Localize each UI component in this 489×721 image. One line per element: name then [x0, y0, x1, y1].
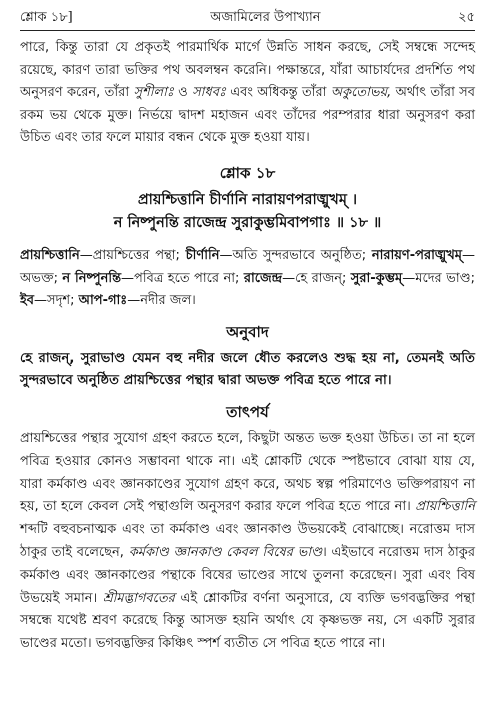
purport-heading: তাৎপর্য [226, 402, 269, 421]
synonym-word: ন নিষ্পুনন্তি [62, 270, 122, 286]
translation-heading: অনুবাদ [226, 322, 269, 341]
intro-text: ও [173, 85, 193, 101]
purport-segment: । এইভাবে নরোত্তম দাস ঠাকুর কর্মকাণ্ড এবং জ্ঞানকাণ্ডের পন্থাকে বিষের ভাণ্ডের সাথে তুলনা করেছেন। সুরা এবং বিষ উভয়েই সমান। [20, 544, 475, 606]
sanskrit-verse [20, 189, 475, 235]
synonym-meaning: —মদের ভাণ্ড; [402, 270, 475, 286]
synonym-meaning: —পবিত্র হতে পারে না; [121, 270, 244, 286]
intro-paragraph [20, 37, 475, 150]
intro-italic-term: অকুতোভয়, [330, 85, 392, 101]
intro-text: অর্থাৎ তাঁরা সব রকম ভয় থেকে মুক্ত। নির্ভয়ে দ্বাদশ মহাজন এবং তাঁদের পরম্পরার ধারা অনুসরণ করা উচিত এবং তার ফলে মায়ার বন্ধন থেকে মুক্ত হওয়া যায়। [20, 85, 476, 146]
synonym-meaning: —হে রাজন্; [282, 270, 351, 286]
synonym-word: ইব [20, 293, 34, 309]
synonym-word: নারায়ণ-পরাঙ্মুখম্ [371, 247, 463, 263]
purport-segment: শব্দটি বহুবচনাত্মক এবং তা কর্মকাণ্ড এবং জ্ঞানকাণ্ড উভয়কেই বোঝাচ্ছে। নরোত্তম দাস ঠাকুর তাই বলেছেন, [20, 522, 475, 560]
sloka-number: শ্লোক ১৮ [219, 163, 276, 182]
intro-text: পারে, কিন্তু তারা যে প্রকৃতই পারমার্থিক মার্গে উন্নতি সাধন করছে, সেই সম্বন্ধে সন্দেহ রয়েছে, কারণ তারা ভক্তির পথ অবলম্বন করেনি। পক্ষান্তরে, যাঁরা আচার্যদের প্রদর্শিত পথ অনুসরণ করেন, তাঁরা [20, 40, 475, 101]
verse-line-2: ন নিষ্পুনন্তি রাজেন্দ্র সুরাকুম্ভমিবাপগাঃ ॥ ১৮ ॥ [113, 214, 382, 231]
intro-text: এবং অধিকন্তু তাঁরা [225, 85, 331, 101]
purport-italic-term: কর্মকাণ্ড জ্ঞানকাণ্ড কেবল বিষের ভাণ্ড [128, 544, 323, 560]
header-verse-ref: শ্লোক ১৮] [20, 10, 73, 25]
header-chapter-title: অজামিলের উপাখ্যান [210, 10, 321, 25]
purport-italic-term: শ্রীমদ্ভাগবতের [102, 590, 175, 606]
synonym-word: চীর্ণানি [185, 247, 220, 263]
purport-segment: প্রায়শ্চিত্তের পন্থার সুযোগ গ্রহণ করতে হলে, কিছুটা অন্তত ভক্ত হওয়া উচিত। তা না হলে পবিত্র হওয়ার কোনও সম্ভাবনা থাকে না। এই শ্লোকটি থেকে স্পষ্টভাবে বোঝা যায় যে, যারা কর্মকাণ্ড এবং জ্ঞানকাণ্ডের সুযোগ গ্রহণ করে, অথচ স্বল্প পরিমাণেও ভক্তিপরায়ণ না হয়, তা হলে কেবল সেই পন্থাগুলি অনুসরণ করার ফলে পবিত্র হতে পারে না। [20, 430, 475, 515]
purport-italic-term: প্রায়শ্চিত্তানি [415, 499, 475, 515]
synonym-word: রাজেন্দ্র [243, 270, 283, 286]
synonym-word: সুরা-কুম্ভম্ [350, 270, 403, 286]
intro-italic-term: সুশীলাঃ [133, 85, 174, 101]
synonym-word: প্রায়শ্চিত্তানি [20, 247, 80, 263]
verse-line-1: প্রায়শ্চিত্তানি চীর্ণানি নারায়ণপরাঙ্মুখম্ । [137, 191, 358, 208]
synonym-meaning: —সদৃশ; [34, 293, 79, 309]
synonym-meaning: —অভক্ত; [20, 247, 476, 286]
word-synonyms [20, 245, 475, 313]
translation-text: হে রাজন্, সুরাভাণ্ড যেমন বহু নদীর জলে ধৌত করলেও শুদ্ধ হয় না, তেমনই অতি সুন্দরভাবে অনুষ্ঠিত প্রায়শ্চিত্তের পন্থার দ্বারা অভক্ত পবিত্র হতে পারে না। [20, 350, 475, 389]
synonym-word: আপ-গাঃ [78, 293, 128, 309]
page-header [20, 8, 475, 31]
synonym-meaning: —অতি সুন্দরভাবে অনুষ্ঠিত; [219, 247, 372, 263]
synonym-meaning: —নদীর জল। [127, 293, 196, 309]
purport-segment: এই শ্লোকটির বর্ণনা অনুসারে, যে ব্যক্তি ভগবদ্ভক্তির পন্থা সম্বন্ধে যথেষ্ট শ্রবণ করেছে কিন্তু আসক্ত হয়নি অর্থাৎ যে কৃষ্ণভক্ত নয়, সে একটি সুরার ভাণ্ডের মতো। ভগবদ্ভক্তির কিঞ্চিৎ স্পর্শ ব্যতীত সে পবিত্র হতে পারে না। [20, 590, 475, 652]
purport-text [20, 428, 475, 656]
synonym-meaning: —প্রায়শ্চিত্তের পন্থা; [79, 247, 186, 263]
header-page-number: ২৫ [458, 10, 475, 25]
intro-italic-term: সাধবঃ [192, 85, 226, 101]
